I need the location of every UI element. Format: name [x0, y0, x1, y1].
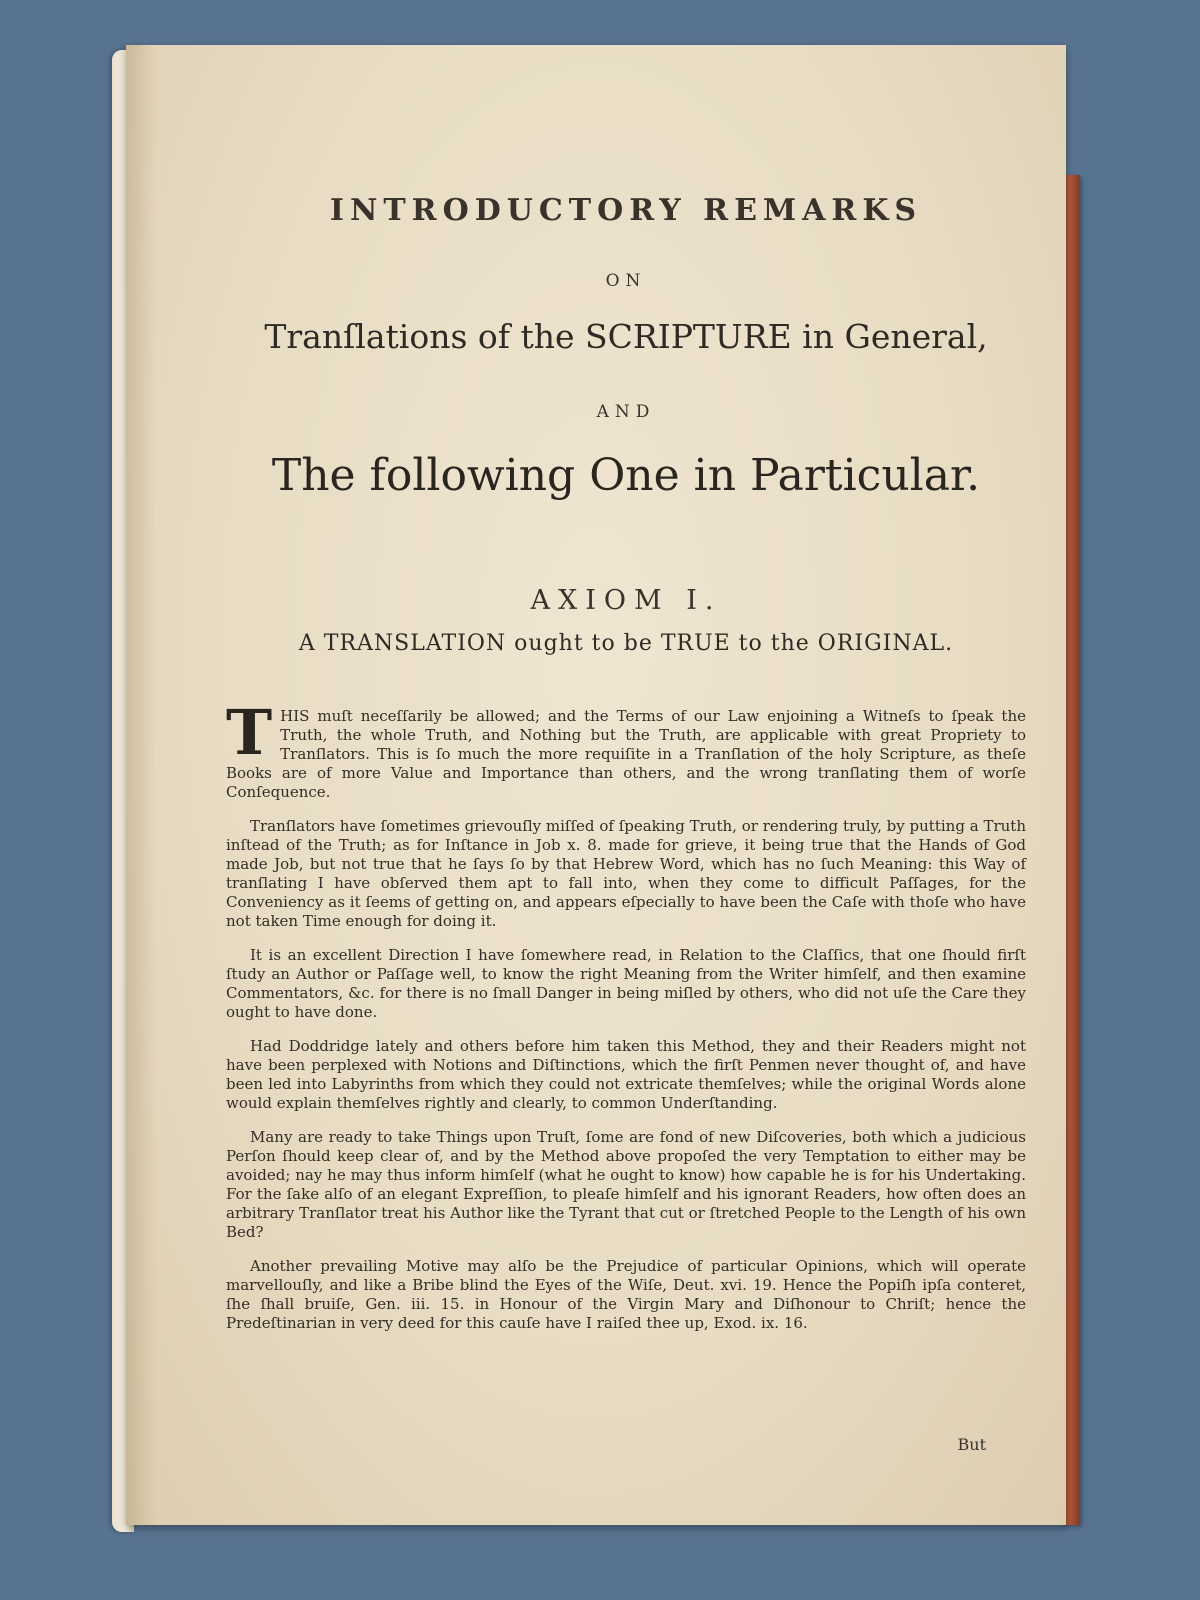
heading-translations: Tranſlations of the SCRIPTURE in General,: [264, 317, 988, 356]
heading-and: AND: [596, 402, 656, 422]
book-page: [126, 45, 1066, 1525]
heading-on: ON: [605, 271, 647, 291]
paragraph-3: It is an excellent Direction I have ſomewhere read, in Relation to the Claſſics, that one ſhould firſt ſtudy an Author or Paſſage well, to know the right Meaning from the Writer himſelf, and then examine Commentators, &c. for there is no ſmall Danger in being miſled by others, who did not uſe the Care they ought to have done.: [226, 946, 1026, 1021]
paragraph-6: Another prevailing Motive may alſo be the Prejudice of particular Opinions, which will operate marvellouſly, and like a Bribe blind the Eyes of the Wiſe, Deut. xvi. 19. Hence the Popiſh ipſa conteret, ſhe ſhall bruiſe, Gen. iii. 15. in Honour of the Virgin Mary and Diſhonour to Chriſt; hence the Predeſtinarian in very deed for this cauſe have I raiſed thee up, Exod. ix. 16.: [226, 1257, 1026, 1332]
paragraph-5: Many are ready to take Things upon Truſt, ſome are fond of new Diſcoveries, both which a judicious Perſon ſhould keep clear of, and by the Method above propoſed the very Temptation to either may be avoided; nay he may thus inform himſelf (what he ought to know) how capable he is for his Undertaking. For the ſake alſo of an elegant Expreſſion, to pleaſe himſelf and his ignorant Readers, how often does an arbitrary Tranſlator treat his Author like the Tyrant that cut or ſtretched People to the Length of his own Bed?: [226, 1128, 1026, 1241]
axiom-title: AXIOM I.: [530, 585, 722, 616]
heading-introductory-remarks: INTRODUCTORY REMARKS: [329, 193, 923, 228]
axiom-subtitle: A TRANSLATION ought to be TRUE to the ORIGINAL.: [298, 631, 954, 656]
heading-following-one: The following One in Particular.: [271, 450, 981, 501]
body-text: [226, 696, 1026, 1348]
paragraph-1: [226, 696, 1026, 802]
paragraph-2: Tranſlators have ſometimes grievouſly miſſed of ſpeaking Truth, or rendering truly, by putting a Truth inſtead of the Truth; as for Inſtance in Job x. 8. made for grieve, it being true that the Hands of God made Job, but not true that he ſays ſo by that Hebrew Word, which has no ſuch Meaning: this Way of tranſlating I have obſerved them apt to fall into, when they come to difficult Paſſages, for the Conveniency as it ſeems of getting on, and appears eſpecially to have been the Caſe with thoſe who have not taken Time enough for doing it.: [226, 817, 1026, 930]
catchword: But: [957, 1435, 986, 1454]
paragraph-1-text: HIS muſt neceſſarily be allowed; and the Terms of our Law enjoining a Witneſs to ſpeak the Truth, the whole Truth, and Nothing but the Truth, are applicable with great Propriety to Tranſlators. This is ſo much the more requiſite in a Tranſlation of the holy Scripture, as theſe Books are of more Value and Importance than others, and the wrong tranſlating them of worſe Conſequence.: [226, 707, 1026, 801]
paragraph-4: Had Doddridge lately and others before him taken this Method, they and their Readers might not have been perplexed with Notions and Diſtinctions, which the firſt Penmen never thought of, and have been led into Labyrinths from which they could not extricate themſelves; while the original Words alone would explain themſelves rightly and clearly, to common Underſtanding.: [226, 1037, 1026, 1112]
drop-cap: T: [226, 696, 273, 769]
